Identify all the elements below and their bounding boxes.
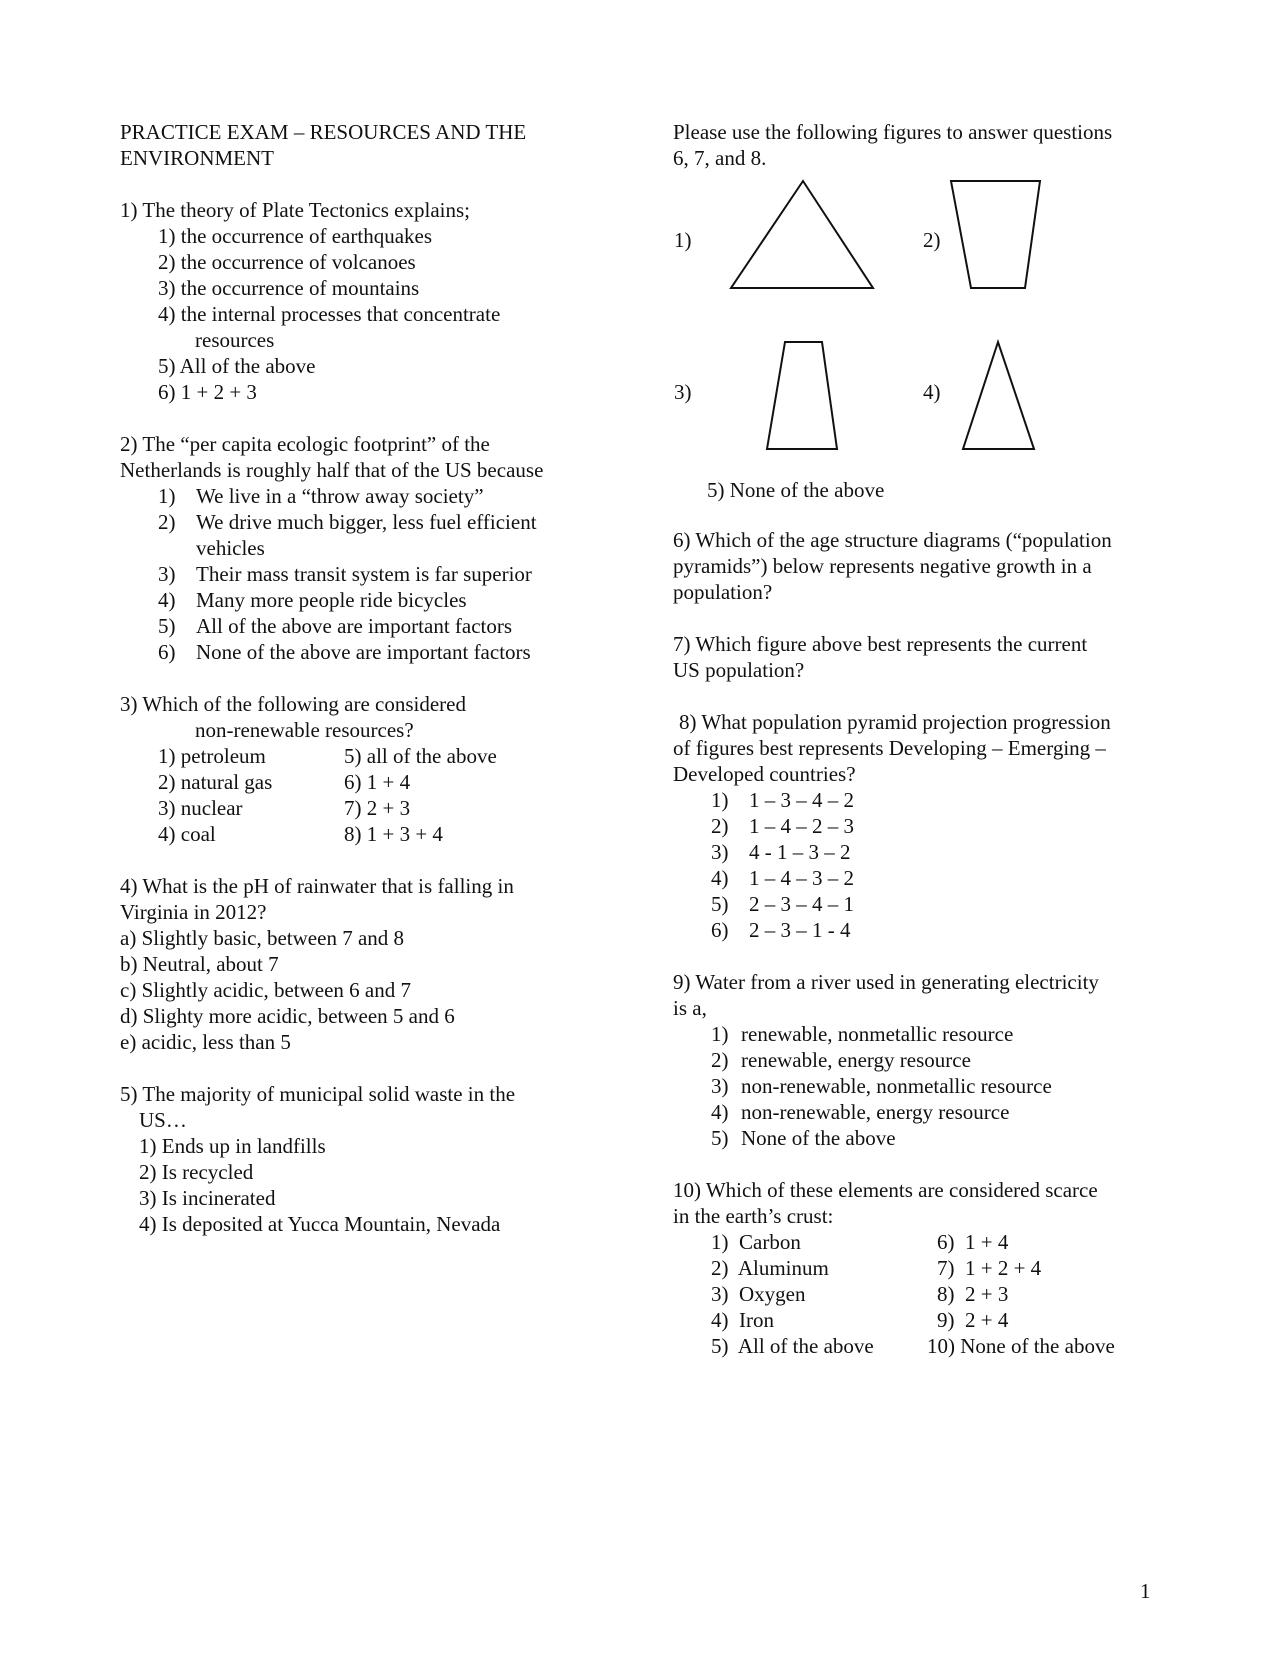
option-text: We drive much bigger, less fuel efficient (196, 510, 537, 534)
q10-option-row (673, 1229, 1173, 1255)
q2-option (120, 561, 590, 587)
right-column (673, 119, 1173, 1359)
q5-stem: US… (139, 1108, 187, 1132)
q10-option: 1) Carbon (711, 1230, 801, 1254)
q6-stem: population? (673, 580, 773, 604)
option-text: 2 – 3 – 1 - 4 (749, 918, 851, 942)
figure-4-narrow-triangle (963, 342, 1034, 449)
q3-stem: 3) Which of the following are considered (120, 692, 466, 716)
q9-option (673, 1073, 1173, 1099)
q2-option (120, 639, 590, 665)
q4-option: e) acidic, less than 5 (120, 1030, 291, 1054)
option-number: 3) (158, 562, 176, 586)
option-text: vehicles (196, 536, 265, 560)
q10-option-row (673, 1281, 1173, 1307)
q8-stem: 8) What population pyramid projection progression (679, 710, 1111, 734)
q2-option (120, 509, 590, 535)
q10-option: 3) Oxygen (711, 1282, 806, 1306)
q4-stem: Virginia in 2012? (120, 900, 267, 924)
option-number: 1) (711, 1022, 729, 1046)
option-text: All of the above are important factors (196, 614, 513, 638)
q3-option: 4) coal (158, 822, 216, 846)
q9-stem: 9) Water from a river used in generating electricity (673, 970, 1099, 994)
option-text: None of the above (741, 1126, 896, 1150)
q6-stem: 6) Which of the age structure diagrams (“population (673, 528, 1112, 552)
figure-label-4: 4) (923, 380, 941, 404)
question-2 (120, 431, 590, 665)
q4-option: d) Slighty more acidic, between 5 and 6 (120, 1004, 455, 1028)
option-number: 5) (711, 892, 729, 916)
option-number: 2) (711, 814, 729, 838)
q2-stem: Netherlands is roughly half that of the US because (120, 458, 544, 482)
option-text: Their mass transit system is far superior (196, 562, 532, 586)
figure-label-1: 1) (674, 228, 692, 252)
option-number: 5) (158, 614, 176, 638)
q3-option-row (120, 795, 590, 821)
q10-option: 10) None of the above (927, 1334, 1115, 1358)
option-number: 1) (158, 484, 176, 508)
option-number: 3) (711, 1074, 729, 1098)
population-pyramid-figures (673, 171, 1173, 501)
q1-option: 2) the occurrence of volcanoes (158, 250, 416, 274)
q3-option: 2) natural gas (158, 770, 273, 794)
q9-option (673, 1125, 1173, 1151)
q10-option: 6) 1 + 4 (937, 1230, 1009, 1254)
q1-option: 1) the occurrence of earthquakes (158, 224, 433, 248)
option-text: 1 – 4 – 3 – 2 (749, 866, 854, 890)
option-number: 4) (158, 588, 176, 612)
option-number: 5) (711, 1126, 729, 1150)
q9-stem: is a, (673, 996, 707, 1020)
q8-stem: Developed countries? (673, 762, 856, 786)
q1-option: 4) the internal processes that concentrate (158, 302, 501, 326)
q3-option: 7) 2 + 3 (344, 796, 411, 820)
option-number: 6) (158, 640, 176, 664)
q9-option (673, 1021, 1173, 1047)
option-text: renewable, nonmetallic resource (741, 1022, 1014, 1046)
q5-option: 4) Is deposited at Yucca Mountain, Nevada (139, 1212, 501, 1236)
q2-option (120, 613, 590, 639)
q7-stem: 7) Which figure above best represents the current (673, 632, 1088, 656)
q4-option: b) Neutral, about 7 (120, 952, 279, 976)
q5-option: 2) Is recycled (139, 1160, 254, 1184)
question-7 (673, 631, 1173, 683)
q10-option-row (673, 1307, 1173, 1333)
q10-option: 4) Iron (711, 1308, 774, 1332)
q3-option-row (120, 769, 590, 795)
q10-option: 5) All of the above (711, 1334, 874, 1358)
question-9 (673, 969, 1173, 1151)
option-text: 2 – 3 – 4 – 1 (749, 892, 854, 916)
page-number: 1 (1140, 1579, 1151, 1603)
exam-title-line-2: ENVIRONMENT (120, 146, 274, 170)
q5-option: 3) Is incinerated (139, 1186, 276, 1210)
q2-option (120, 587, 590, 613)
question-5 (120, 1081, 590, 1237)
exam-title-line-1: PRACTICE EXAM – RESOURCES AND THE (120, 120, 527, 144)
question-8 (673, 709, 1173, 943)
q3-option: 1) petroleum (158, 744, 266, 768)
q9-option (673, 1047, 1173, 1073)
question-10 (673, 1177, 1173, 1359)
q3-stem: non-renewable resources? (195, 718, 414, 742)
q8-stem: of figures best represents Developing – Emerging – (673, 736, 1106, 760)
q10-option-row (673, 1333, 1173, 1359)
q8-option (673, 917, 1173, 943)
q10-option: 8) 2 + 3 (937, 1282, 1009, 1306)
q1-option: 5) All of the above (158, 354, 316, 378)
q8-option (673, 865, 1173, 891)
q4-stem: 4) What is the pH of rainwater that is falling in (120, 874, 514, 898)
question-6 (673, 527, 1173, 605)
figure-3-trapezoid (767, 342, 837, 449)
figures-intro: Please use the following figures to answer questions (673, 120, 1113, 144)
q5-option: 1) Ends up in landfills (139, 1134, 326, 1158)
option-number: 2) (158, 510, 176, 534)
q10-option: 7) 1 + 2 + 4 (937, 1256, 1042, 1280)
q9-option (673, 1099, 1173, 1125)
q3-option: 6) 1 + 4 (344, 770, 411, 794)
q10-option: 9) 2 + 4 (937, 1308, 1009, 1332)
figures-svg (673, 171, 1113, 501)
figure-2-inverted-trapezoid (951, 181, 1040, 288)
q1-option: 3) the occurrence of mountains (158, 276, 420, 300)
question-3 (120, 691, 590, 847)
option-text: non-renewable, nonmetallic resource (741, 1074, 1052, 1098)
option-text: non-renewable, energy resource (741, 1100, 1010, 1124)
q8-option (673, 787, 1173, 813)
q10-option: 2) Aluminum (711, 1256, 829, 1280)
q3-option: 8) 1 + 3 + 4 (344, 822, 443, 846)
q4-option: c) Slightly acidic, between 6 and 7 (120, 978, 411, 1002)
q7-stem: US population? (673, 658, 805, 682)
option-number: 3) (711, 840, 729, 864)
q8-option (673, 891, 1173, 917)
option-text: renewable, energy resource (741, 1048, 971, 1072)
left-column (120, 119, 590, 1237)
figure-label-3: 3) (674, 380, 692, 404)
option-number: 1) (711, 788, 729, 812)
figure-label-2: 2) (923, 228, 941, 252)
option-text: 1 – 3 – 4 – 2 (749, 788, 854, 812)
option-text: None of the above are important factors (196, 640, 531, 664)
q3-option: 5) all of the above (344, 744, 497, 768)
q2-option (120, 535, 590, 561)
q6-stem: pyramids”) below represents negative growth in a (673, 554, 1092, 578)
q1-stem: 1) The theory of Plate Tectonics explains; (120, 198, 470, 222)
q10-stem: 10) Which of these elements are considered scarce (673, 1178, 1098, 1202)
option-number: 6) (711, 918, 729, 942)
option-text: We live in a “throw away society” (196, 484, 484, 508)
figure-1-triangle (731, 181, 873, 288)
question-4 (120, 873, 590, 1055)
q10-option-row (673, 1255, 1173, 1281)
q5-stem: 5) The majority of municipal solid waste in the (120, 1082, 516, 1106)
q8-option (673, 813, 1173, 839)
q4-option: a) Slightly basic, between 7 and 8 (120, 926, 405, 950)
q3-option-row (120, 743, 590, 769)
q3-option-row (120, 821, 590, 847)
option-number: 4) (711, 1100, 729, 1124)
figures-intro: 6, 7, and 8. (673, 146, 767, 170)
option-text: 4 - 1 – 3 – 2 (749, 840, 851, 864)
option-text: Many more people ride bicycles (196, 588, 467, 612)
option-number: 2) (711, 1048, 729, 1072)
q1-option: 6) 1 + 2 + 3 (158, 380, 257, 404)
question-1 (120, 197, 590, 405)
q2-stem: 2) The “per capita ecologic footprint” of the (120, 432, 490, 456)
q10-stem: in the earth’s crust: (673, 1204, 834, 1228)
figure-none-option: 5) None of the above (707, 478, 885, 502)
q3-option: 3) nuclear (158, 796, 243, 820)
q2-option (120, 483, 590, 509)
q8-option (673, 839, 1173, 865)
option-number: 4) (711, 866, 729, 890)
option-text: 1 – 4 – 2 – 3 (749, 814, 854, 838)
q1-option-cont: resources (195, 328, 275, 352)
